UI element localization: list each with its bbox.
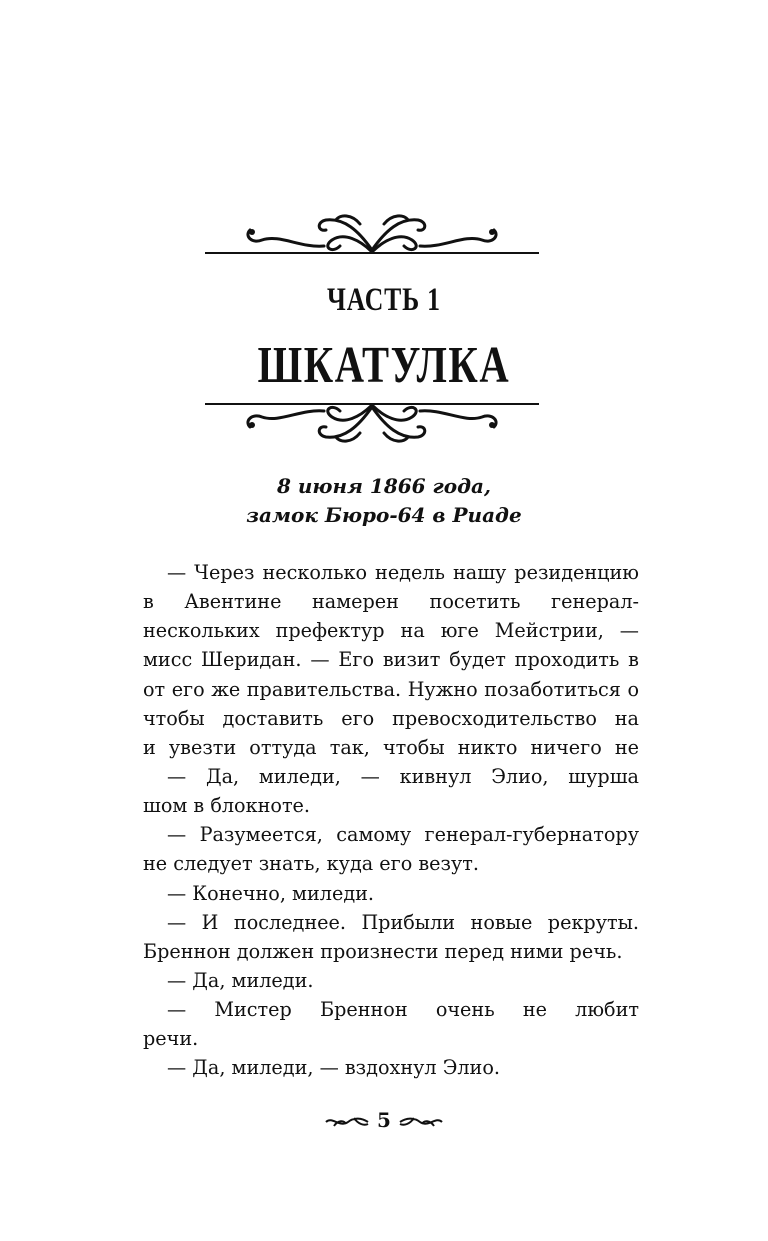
- folio-left-ornament-icon: [324, 1114, 370, 1130]
- text-line: речи.: [143, 1027, 199, 1051]
- text-line: — Да, миледи.: [167, 968, 314, 992]
- text-line: мисс Шеридан. — Его визит будет проходить в: [143, 648, 639, 672]
- text-line: — Через несколько недель нашу резиденцию: [167, 561, 639, 584]
- text-line: — Мистер Бреннон очень не любит: [167, 998, 639, 1022]
- folio-right-ornament-icon: [398, 1114, 444, 1130]
- text-line: не следует знать, куда его везут.: [143, 852, 479, 876]
- text-line: от его же правительства. Нужно позаботиться о: [143, 677, 639, 701]
- part-label: ЧАСТЬ 1: [327, 282, 441, 318]
- bottom-ornament-icon: [240, 405, 504, 447]
- epigraph-date: 8 июня 1866 года,: [277, 474, 491, 498]
- text-line: и увезти оттуда так, чтобы никто ничего не: [143, 735, 639, 759]
- chapter-title: ШКАТУЛКА: [257, 337, 511, 394]
- text-line: чтобы доставить его превосходительство на: [143, 706, 639, 730]
- top-ornament-icon: [240, 210, 504, 252]
- epigraph-place: замок Бюро-64 в Риаде: [246, 503, 522, 527]
- text-line: Бреннон должен произнести перед ними речь.: [143, 939, 623, 963]
- text-line: шом в блокноте.: [143, 794, 311, 818]
- page-folio: [0, 1108, 768, 1132]
- text-line: в Авентине намерен посетить генерал-: [143, 590, 639, 614]
- page-number: 5: [377, 1108, 391, 1132]
- text-line: — Да, миледи, — кивнул Элио, шурша: [167, 764, 639, 788]
- text-line: — Да, миледи, — вздохнул Элио.: [167, 1056, 500, 1080]
- text-line: — И последнее. Прибыли новые рекруты.: [167, 910, 639, 934]
- top-rule: [205, 252, 539, 254]
- text-line: — Конечно, миледи.: [167, 881, 375, 905]
- text-line: нескольких префектур на юге Мейстрии, —: [143, 619, 639, 643]
- text-line: — Разумеется, самому генерал-губернатору: [167, 823, 639, 847]
- body-text: [143, 558, 639, 1083]
